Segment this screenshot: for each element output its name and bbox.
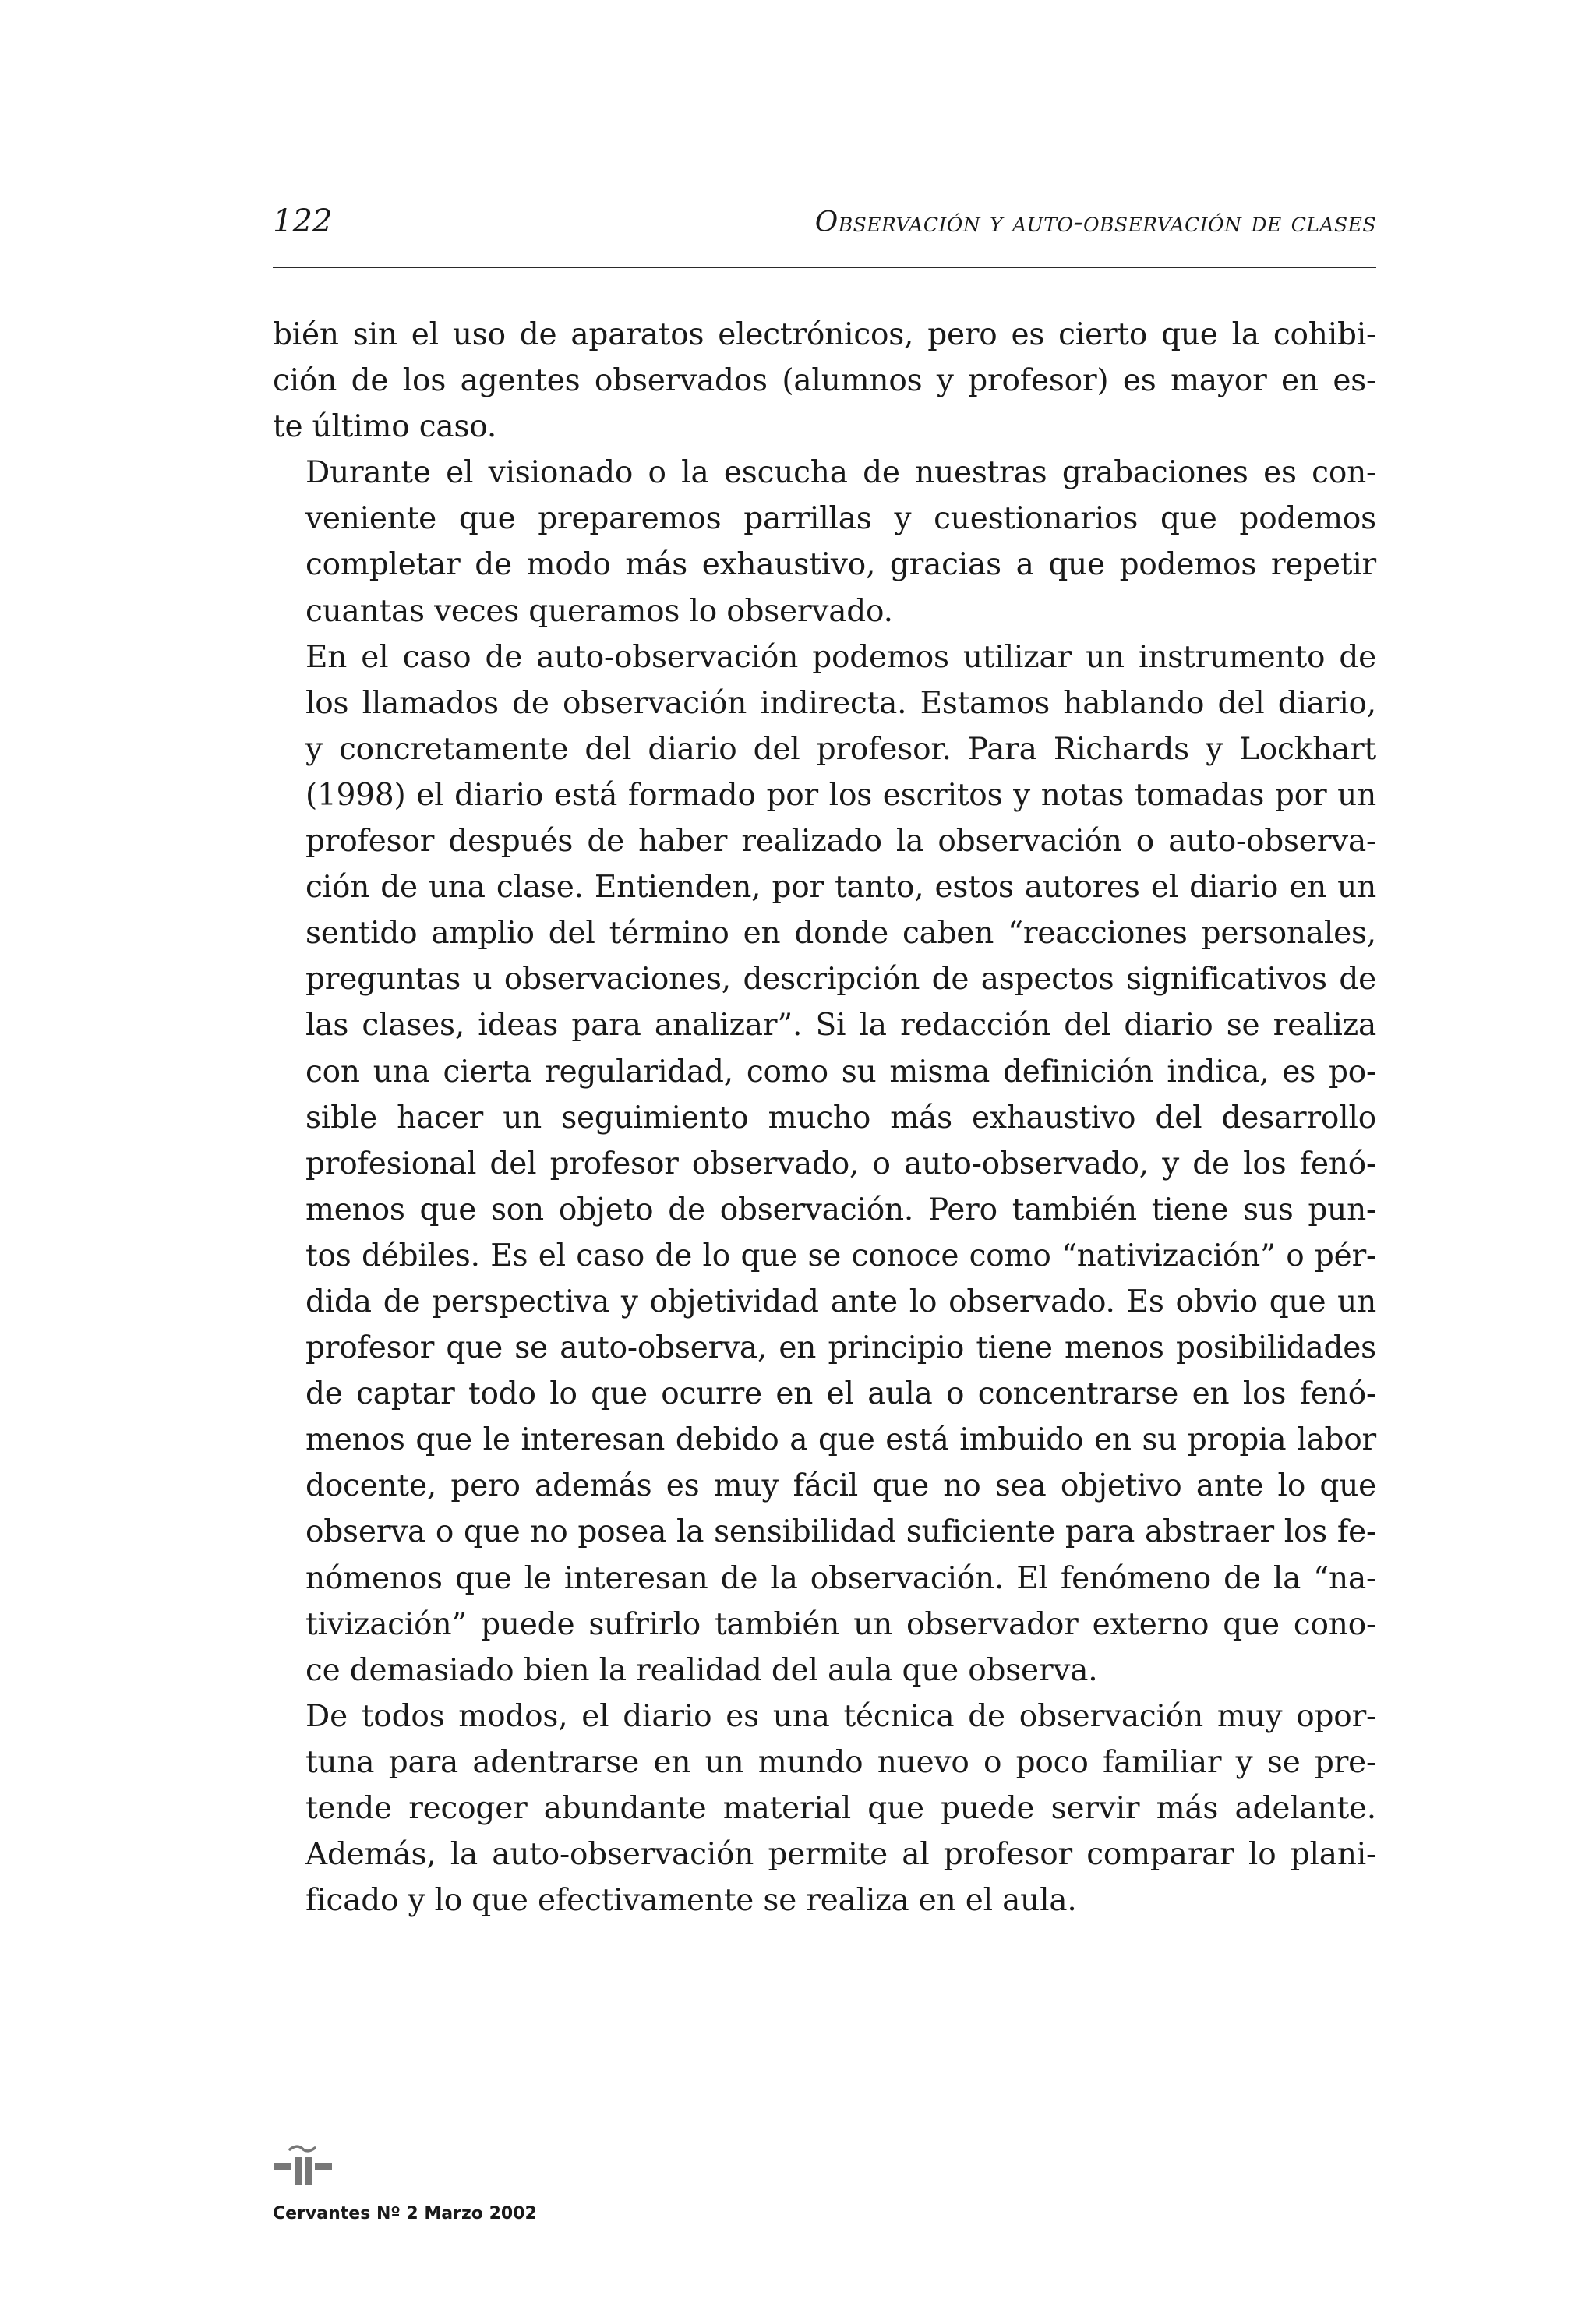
- text-line: y concretamente del diario del profesor. Para Richards y Lockhart: [305, 731, 1376, 767]
- text-line: completar de modo más exhaustivo, gracias a que podemos repetir: [305, 547, 1376, 583]
- text-line: tos débiles. Es el caso de lo que se conoce como “nativización” o pér-: [305, 1238, 1376, 1273]
- text-line: sentido amplio del término en donde caben “reacciones personales,: [305, 916, 1376, 952]
- text-line: ción de los agentes observados (alumnos y profesor) es mayor en es-: [273, 363, 1376, 399]
- text-line: las clases, ideas para analizar”. Si la redacción del diario se realiza: [305, 1008, 1376, 1044]
- body-text: [273, 312, 1376, 1923]
- text-line: cuantas veces queramos lo observado.: [305, 593, 893, 629]
- text-line: nómenos que le interesan de la observación. El fenómeno de la “na-: [305, 1560, 1376, 1596]
- text-line: sible hacer un seguimiento mucho más exhaustivo del desarrollo: [305, 1100, 1376, 1136]
- text-line: tende recoger abundante material que puede servir más adelante.: [305, 1791, 1376, 1826]
- text-line: los llamados de observación indirecta. Estamos hablando del diario,: [305, 685, 1376, 721]
- instituto-cervantes-logo-icon: [273, 2145, 332, 2188]
- text-line: docente, pero además es muy fácil que no sea objetivo ante lo que: [305, 1468, 1376, 1504]
- paragraph: [273, 450, 1376, 634]
- text-line: preguntas u observaciones, descripción de aspectos significativos de: [305, 962, 1376, 998]
- text-line: ción de una clase. Entienden, por tanto, estos autores el diario en un: [305, 870, 1376, 906]
- text-line: menos que le interesan debido a que está imbuido en su propia labor: [305, 1422, 1376, 1458]
- paragraph: [273, 1694, 1376, 1923]
- header-rule: [273, 267, 1376, 268]
- text-line: con una cierta regularidad, como su misma definición indica, es po-: [305, 1054, 1376, 1090]
- text-line: (1998) el diario está formado por los escritos y notas tomadas por un: [305, 777, 1376, 813]
- running-head: Observación y auto-observación de clases: [814, 207, 1376, 238]
- text-line: te último caso.: [273, 409, 497, 445]
- text-line: tuna para adentrarse en un mundo nuevo o poco familiar y se pre-: [305, 1744, 1376, 1780]
- text-line: Durante el visionado o la escucha de nuestras grabaciones es con-: [305, 455, 1376, 491]
- text-line: Además, la auto-observación permite al profesor comparar lo plani-: [305, 1837, 1376, 1873]
- text-line: ficado y lo que efectivamente se realiza en el aula.: [305, 1883, 1077, 1919]
- text-line: tivización” puede sufrirlo también un observador externo que cono-: [305, 1606, 1376, 1642]
- text-line: de captar todo lo que ocurre en el aula o concentrarse en los fenó-: [305, 1376, 1376, 1412]
- text-line: profesor después de haber realizado la observación o auto-observa-: [305, 824, 1376, 860]
- footer-citation: Cervantes Nº 2 Marzo 2002: [273, 2204, 537, 2223]
- text-line: profesional del profesor observado, o auto-observado, y de los fenó-: [305, 1146, 1376, 1181]
- text-line: ce demasiado bien la realidad del aula que observa.: [305, 1652, 1098, 1688]
- text-line: De todos modos, el diario es una técnica de observación muy opor-: [305, 1698, 1376, 1734]
- paragraph: [273, 634, 1376, 1694]
- text-line: menos que son objeto de observación. Pero también tiene sus pun-: [305, 1192, 1376, 1227]
- page-number: 122: [273, 203, 333, 239]
- text-line: profesor que se auto-observa, en principio tiene menos posibilidades: [305, 1330, 1376, 1366]
- text-line: En el caso de auto-observación podemos utilizar un instrumento de: [305, 639, 1376, 675]
- text-line: observa o que no posea la sensibilidad suficiente para abstraer los fe-: [305, 1514, 1376, 1550]
- text-line: dida de perspectiva y objetividad ante lo observado. Es obvio que un: [305, 1284, 1376, 1319]
- paragraph: [273, 312, 1376, 450]
- text-line: bién sin el uso de aparatos electrónicos, pero es cierto que la cohibi-: [273, 317, 1376, 352]
- text-line: veniente que preparemos parrillas y cuestionarios que podemos: [305, 501, 1376, 537]
